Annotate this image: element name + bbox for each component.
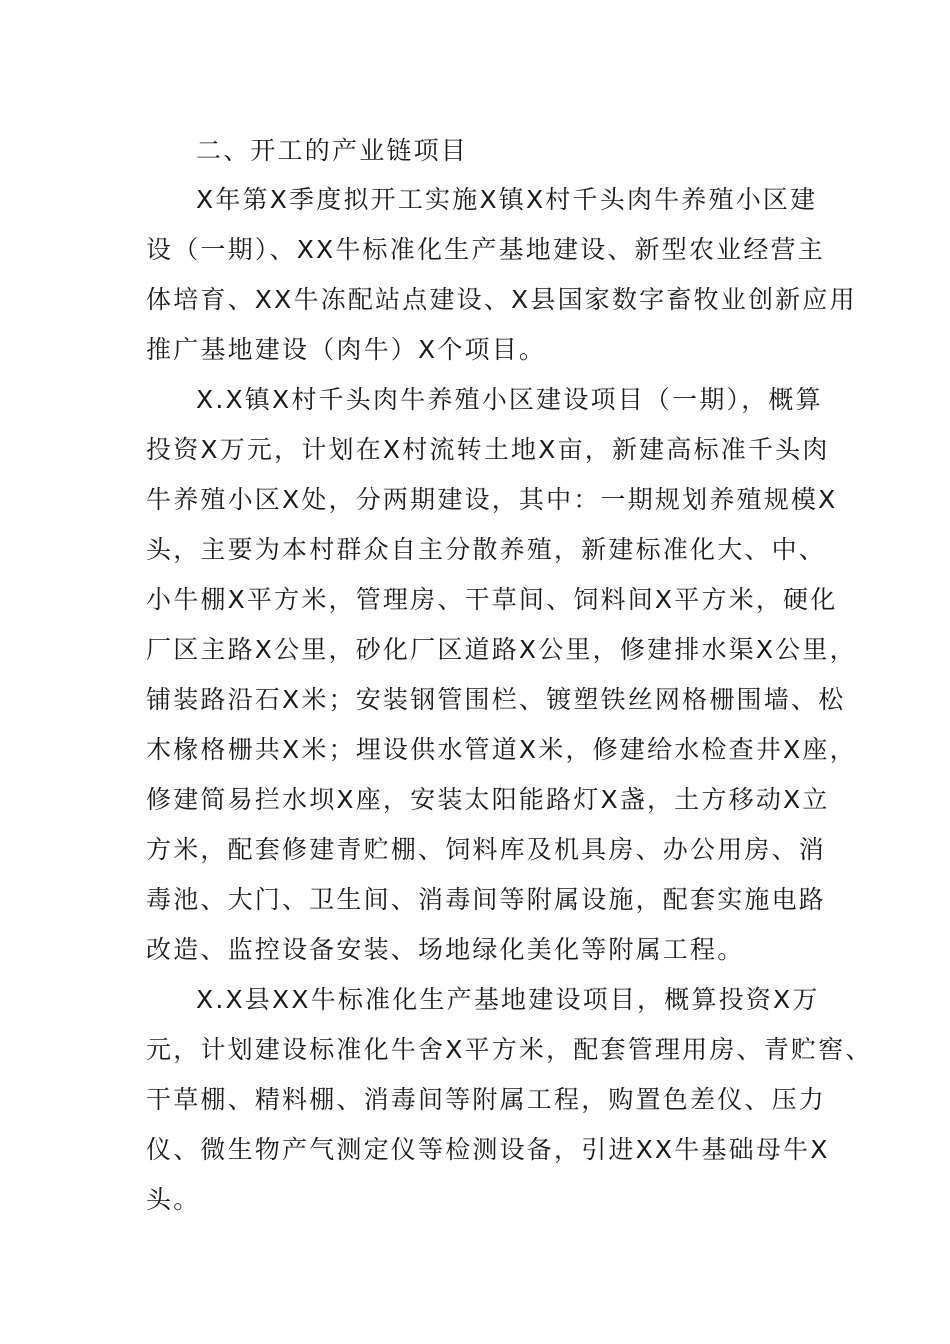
- paragraph-3-line-2: 元，计划建设标准化牛舍X平方米，配套管理用房、青贮窖、: [146, 1035, 873, 1064]
- paragraph-3-line-1: X.X县XX牛标准化生产基地建设项目，概算投资X万: [196, 985, 820, 1014]
- paragraph-2-line-3: 牛养殖小区X处，分两期建设，其中：一期规划养殖规模X: [146, 485, 838, 514]
- paragraph-1-line-1: X年第X季度拟开工实施X镇X村千头肉牛养殖小区建: [196, 185, 818, 214]
- paragraph-1-line-4: 推广基地建设（肉牛）X个项目。: [146, 335, 547, 364]
- paragraph-2-line-8: 木椽格栅共X米；埋设供水管道X米，修建给水检查井X座，: [146, 735, 857, 764]
- paragraph-3-line-3: 干草棚、精料棚、消毒间等附属工程，购置色差仪、压力: [146, 1085, 827, 1114]
- paragraph-2-line-10: 方米，配套修建青贮棚、饲料库及机具房、办公用房、消: [146, 835, 827, 864]
- paragraph-2-line-5: 小牛棚X平方米，管理房、干草间、饲料间X平方米，硬化: [146, 585, 838, 614]
- paragraph-3-line-4: 仪、微生物产气测定仪等检测设备，引进XX牛基础母牛X: [146, 1135, 830, 1164]
- paragraph-2-line-7: 铺装路沿石X米；安装钢管围栏、镀塑铁丝网格栅围墙、松: [146, 685, 846, 714]
- paragraph-2-line-4: 头，主要为本村群众自主分散养殖，新建标准化大、中、: [146, 535, 827, 564]
- section-heading: 二、开工的产业链项目: [196, 136, 469, 165]
- paragraph-3-line-5: 头。: [146, 1185, 201, 1214]
- paragraph-2-line-2: 投资X万元，计划在X村流转土地X亩，新建高标准千头肉: [146, 435, 830, 464]
- paragraph-1-line-3: 体培育、XX牛冻配站点建设、X县国家数字畜牧业创新应用: [146, 285, 857, 314]
- paragraph-2-line-1: X.X镇X村千头肉牛养殖小区建设项目（一期），概算: [196, 385, 823, 414]
- paragraph-2-line-9: 修建简易拦水坝X座，安装太阳能路灯X盏，土方移动X立: [146, 785, 830, 814]
- paragraph-2-line-12: 改造、监控设备安装、场地绿化美化等附属工程。: [146, 935, 745, 964]
- paragraph-2-line-11: 毒池、大门、卫生间、消毒间等附属设施，配套实施电路: [146, 885, 827, 914]
- paragraph-2-line-6: 厂区主路X公里，砂化厂区道路X公里，修建排水渠X公里，: [146, 635, 857, 664]
- paragraph-1-line-2: 设（一期）、XX牛标准化生产基地建设、新型农业经营主: [146, 235, 825, 264]
